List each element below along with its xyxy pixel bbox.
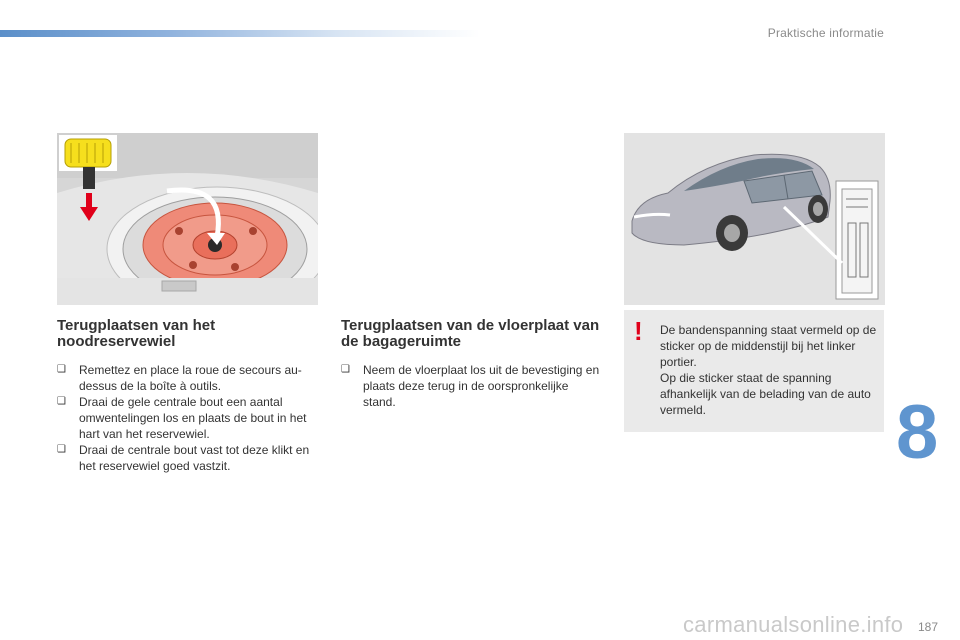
page-number: 187 (917, 620, 938, 634)
floor-panel-heading: Terugplaatsen van de vloerplaat van de bagageruimte (341, 317, 600, 350)
section-title: Praktische informatie (767, 26, 884, 40)
spare-wheel-illustration (57, 133, 318, 305)
tyre-pressure-note (624, 310, 884, 432)
spare-wheel-heading: Terugplaatsen van het noodreservewiel (57, 317, 216, 350)
list-item: ❑ Draai de centrale bout vast tot deze klikt en het reservewiel goed vastzit. (57, 443, 310, 473)
exclamation-icon: ! (634, 316, 643, 346)
checkbox-bullet-icon: ❑ (341, 364, 350, 375)
note-paragraph: Op die sticker staat de spanning afhankelijk van de belading van de auto vermeld. (660, 371, 871, 417)
floor-panel-steps (341, 362, 603, 410)
watermark-text: carmanualsonline.info (683, 612, 904, 637)
checkbox-bullet-icon: ❑ (57, 444, 66, 455)
floor-panel-section (341, 318, 603, 410)
list-item: ❑ Neem de vloerplaat los uit de bevestiging en plaats deze terug in de oorspronkelijke stand. (341, 363, 600, 409)
header-accent-bar (0, 30, 480, 37)
car-illustration (624, 133, 885, 305)
list-item: ❑ Draai de gele centrale bout een aantal omwentelingen los en plaats de bout in het hart van het reservewiel. (57, 395, 307, 441)
note-paragraph: De bandenspanning staat vermeld op de sticker op de middenstijl bij het linker portier. (660, 323, 877, 369)
list-item: ❑ Remettez en place la roue de secours au-dessus de la boîte à outils. (57, 363, 302, 393)
checkbox-bullet-icon: ❑ (57, 396, 66, 407)
spare-wheel-section (57, 318, 321, 474)
checkbox-bullet-icon: ❑ (57, 364, 66, 375)
spare-wheel-steps (57, 362, 321, 474)
tyre-pressure-text (660, 322, 878, 418)
chapter-number: 8 (896, 390, 939, 475)
